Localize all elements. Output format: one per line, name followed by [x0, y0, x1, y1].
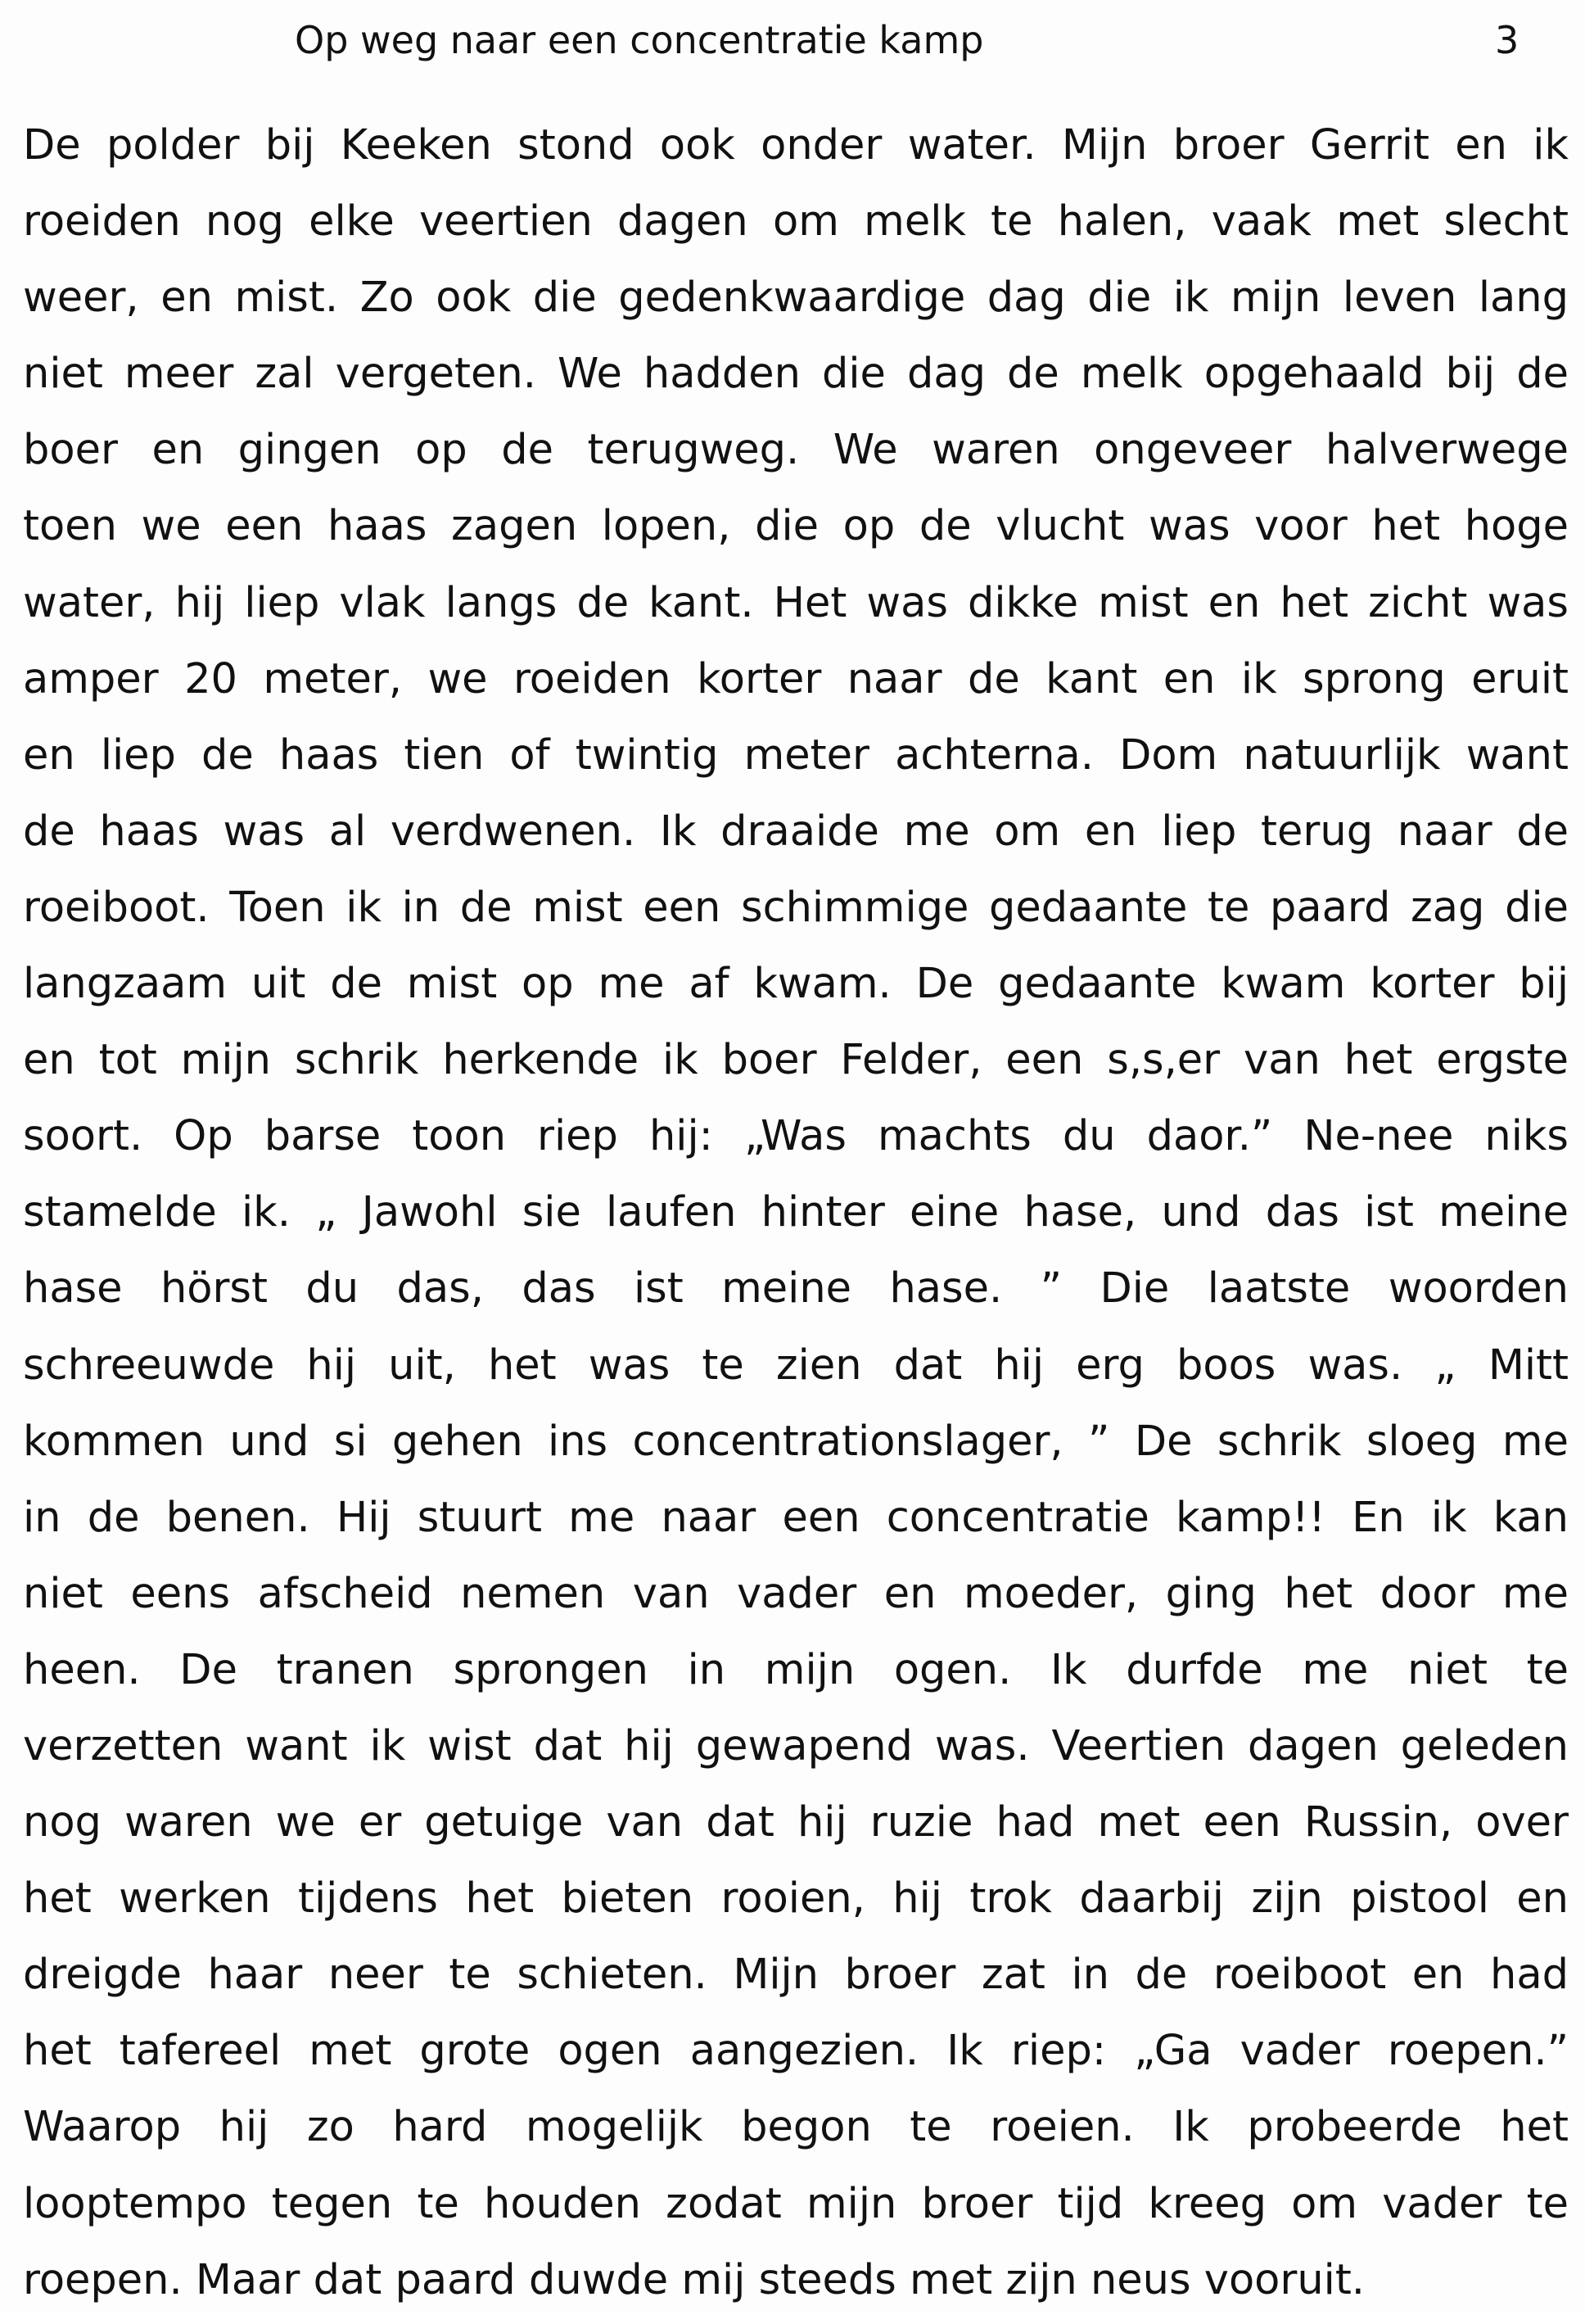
text-line-last: roepen. Maar dat paard duwde mij steeds met zijn neus vooruit.	[23, 2255, 1366, 2304]
text-line: toen we een haas zagen lopen, die op de vlucht was voor het hoge	[23, 502, 1569, 551]
text-line: in de benen. Hij stuurt me naar een concentratie kamp!! En ik kan	[23, 1493, 1569, 1542]
text-line: dreigde haar neer te schieten. Mijn broer zat in de roeiboot en had	[23, 1951, 1569, 2000]
text-line: de haas was al verdwenen. Ik draaide me om en liep terug naar de	[23, 807, 1569, 856]
text-line: en liep de haas tien of twintig meter achterna. Dom natuurlijk want	[23, 730, 1569, 780]
text-line: het tafereel met grote ogen aangezien. Ik riep: „Ga vader roepen.”	[23, 2027, 1569, 2076]
text-line: De polder bij Keeken stond ook onder water. Mijn broer Gerrit en ik	[23, 121, 1569, 170]
text-line: het werken tijdens het bieten rooien, hij trok daarbij zijn pistool en	[23, 1874, 1569, 1924]
text-line: schreeuwde hij uit, het was te zien dat hij erg boos was. „ Mitt	[23, 1341, 1569, 1390]
text-line: hase hörst du das, das ist meine hase. ” Die laatste woorden	[23, 1264, 1569, 1313]
text-line: en tot mijn schrik herkende ik boer Felder, een s,s,er van het ergste	[23, 1036, 1569, 1085]
page-number: 3	[1495, 18, 1520, 62]
text-line: nog waren we er getuige van dat hij ruzie had met een Russin, over	[23, 1798, 1569, 1847]
page-title: Op weg naar een concentratie kamp	[295, 18, 984, 62]
body-text	[23, 113, 1569, 2324]
text-line: stamelde ik. „ Jawohl sie laufen hinter eine hase, und das ist meine	[23, 1188, 1569, 1237]
text-line: boer en gingen op de terugweg. We waren ongeveer halverwege	[23, 426, 1569, 475]
text-line: water, hij liep vlak langs de kant. Het was dikke mist en het zicht was	[23, 578, 1569, 627]
text-line: niet meer zal vergeten. We hadden die dag de melk opgehaald bij de	[23, 350, 1569, 399]
text-line: soort. Op barse toon riep hij: „Was machts du daor.” Ne-nee niks	[23, 1112, 1569, 1161]
text-line: langzaam uit de mist op me af kwam. De gedaante kwam korter bij	[23, 960, 1569, 1009]
page-header	[0, 11, 1585, 69]
text-line: heen. De tranen sprongen in mijn ogen. Ik durfde me niet te	[23, 1645, 1569, 1694]
text-line: kommen und si gehen ins concentrationslager, ” De schrik sloeg me	[23, 1417, 1569, 1466]
text-line: niet eens afscheid nemen van vader en moeder, ging het door me	[23, 1569, 1569, 1618]
text-line: roeiden nog elke veertien dagen om melk te halen, vaak met slecht	[23, 197, 1569, 246]
text-line: Waarop hij zo hard mogelijk begon te roeien. Ik probeerde het	[23, 2103, 1569, 2152]
text-line: verzetten want ik wist dat hij gewapend was. Veertien dagen geleden	[23, 1721, 1569, 1770]
text-line: roeiboot. Toen ik in de mist een schimmige gedaante te paard zag die	[23, 883, 1569, 932]
text-line: amper 20 meter, we roeiden korter naar de kant en ik sprong eruit	[23, 654, 1569, 703]
text-line: weer, en mist. Zo ook die gedenkwaardige dag die ik mijn leven lang	[23, 274, 1569, 323]
text-line: looptempo tegen te houden zodat mijn broer tijd kreeg om vader te	[23, 2179, 1569, 2228]
